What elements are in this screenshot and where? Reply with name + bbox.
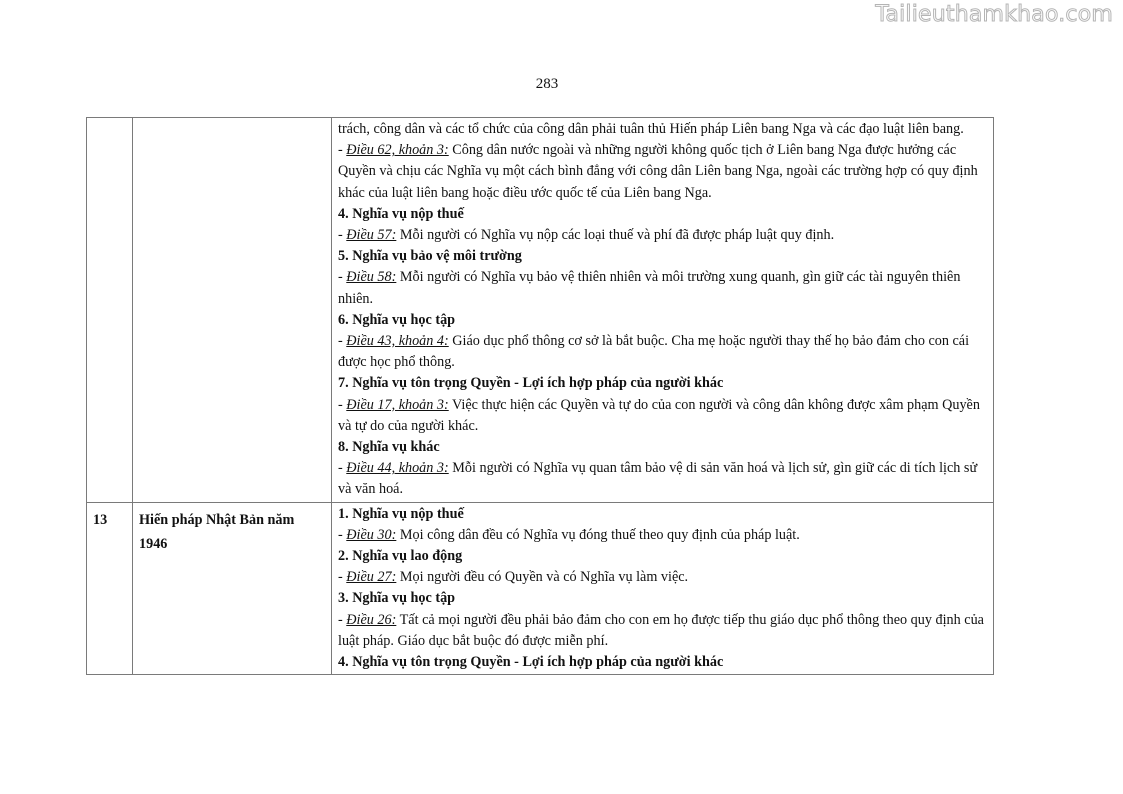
obligations-table [86,117,994,675]
article-item: - Điều 62, khoản 3: Công dân nước ngoài và những người không quốc tịch ở Liên bang Nga được hưởng các Quyền và chịu các Nghĩa vụ một cách bình đẳng với công dân Liên bang Nga, ngoài các trường hợp có quy định khác của luật liên bang hoặc điều ước quốc tế của Liên bang Nga. [338,142,978,201]
article-text: Tất cả mọi người đều phải bảo đảm cho con em họ được tiếp thu giáo dục phổ thông theo quy định của luật pháp. Giáo dục bắt buộc đó được miễn phí. [338,611,984,649]
obligation-heading: 4. Nghĩa vụ tôn trọng Quyền - Lợi ích hợp pháp của người khác [338,654,724,671]
constitution-name-cell [133,118,332,503]
obligation-heading: 3. Nghĩa vụ học tập [338,590,456,607]
page-number: 283 [535,76,559,92]
article-item: - Điều 57: Mỗi người có Nghĩa vụ nộp các loại thuế và phí đã được pháp luật quy định. [338,227,835,244]
article-text: Mọi công dân đều có Nghĩa vụ đóng thuế theo quy định của pháp luật. [396,526,800,543]
article-reference: Điều 62, khoản 3: [346,142,449,159]
article-text: Mỗi người có Nghĩa vụ nộp các loại thuế và phí đã được pháp luật quy định. [396,227,835,244]
obligation-heading: 4. Nghĩa vụ nộp thuế [338,205,464,222]
article-item: - Điều 17, khoản 3: Việc thực hiện các Quyền và tự do của con người và công dân không được xâm phạm Quyền và tự do của người khác. [338,396,980,434]
paragraph: trách, công dân và các tổ chức của công dân phải tuân thủ Hiến pháp Liên bang Nga và các đạo luật liên bang. [338,121,964,137]
table-row [87,118,994,503]
obligation-heading: 2. Nghĩa vụ lao động [338,548,463,565]
obligation-heading: 8. Nghĩa vụ khác [338,439,440,456]
table-row [87,502,994,675]
article-reference: Điều 57: [346,227,397,244]
row-number-cell [87,118,133,503]
article-reference: Điều 58: [346,269,397,286]
article-reference: Điều 27: [346,569,397,586]
row-number-cell: 13 [87,502,133,675]
article-text: Mỗi người có Nghĩa vụ quan tâm bảo vệ di sản văn hoá và lịch sử, gìn giữ các di tích lịch sử và văn hoá. [338,460,978,498]
article-item: - Điều 58: Mỗi người có Nghĩa vụ bảo vệ thiên nhiên và môi trường xung quanh, gìn giữ các tài nguyên thiên nhiên. [338,269,961,307]
article-item: - Điều 43, khoản 4: Giáo dục phổ thông cơ sở là bắt buộc. Cha mẹ hoặc người thay thế họ bảo đảm cho con cái được học phổ thông. [338,333,970,371]
obligation-heading: 6. Nghĩa vụ học tập [338,311,456,328]
article-reference: Điều 17, khoản 3: [346,396,449,413]
article-reference: Điều 26: [346,611,397,628]
article-reference: Điều 30: [346,526,397,543]
article-item: - Điều 30: Mọi công dân đều có Nghĩa vụ đóng thuế theo quy định của pháp luật. [338,526,800,543]
article-item: - Điều 26: Tất cả mọi người đều phải bảo đảm cho con em họ được tiếp thu giáo dục phổ thông theo quy định của luật pháp. Giáo dục bắt buộc đó được miễn phí. [338,611,984,649]
article-reference: Điều 43, khoản 4: [346,333,449,350]
article-item: - Điều 27: Mọi người đều có Quyền và có Nghĩa vụ làm việc. [338,569,689,586]
article-text: Công dân nước ngoài và những người không quốc tịch ở Liên bang Nga được hưởng các Quyền và chịu các Nghĩa vụ một cách bình đẳng với công dân Liên bang Nga, ngoài các trường hợp có quy định khác của luật liên bang hoặc điều ước quốc tế của Liên bang Nga. [338,142,978,201]
article-text: Việc thực hiện các Quyền và tự do của con người và công dân không được xâm phạm Quyền và tự do của người khác. [338,396,980,434]
article-reference: Điều 44, khoản 3: [346,460,449,477]
article-item: - Điều 44, khoản 3: Mỗi người có Nghĩa vụ quan tâm bảo vệ di sản văn hoá và lịch sử, gìn giữ các di tích lịch sử và văn hoá. [338,460,978,498]
obligation-heading: 5. Nghĩa vụ bảo vệ môi trường [338,248,522,265]
content-cell [332,118,994,503]
content-cell [332,502,994,675]
article-text: Mọi người đều có Quyền và có Nghĩa vụ làm việc. [396,569,689,586]
obligation-heading: 1. Nghĩa vụ nộp thuế [338,505,464,522]
article-text: Mỗi người có Nghĩa vụ bảo vệ thiên nhiên và môi trường xung quanh, gìn giữ các tài nguyên thiên nhiên. [338,269,961,307]
article-text: Giáo dục phổ thông cơ sở là bắt buộc. Cha mẹ hoặc người thay thế họ bảo đảm cho con cái được học phổ thông. [338,333,970,371]
obligation-heading: 7. Nghĩa vụ tôn trọng Quyền - Lợi ích hợp pháp của người khác [338,375,724,392]
watermark: Tailieuthamkhao.com [875,2,1113,27]
constitution-name-cell: Hiến pháp Nhật Bản năm 1946 [133,502,332,675]
